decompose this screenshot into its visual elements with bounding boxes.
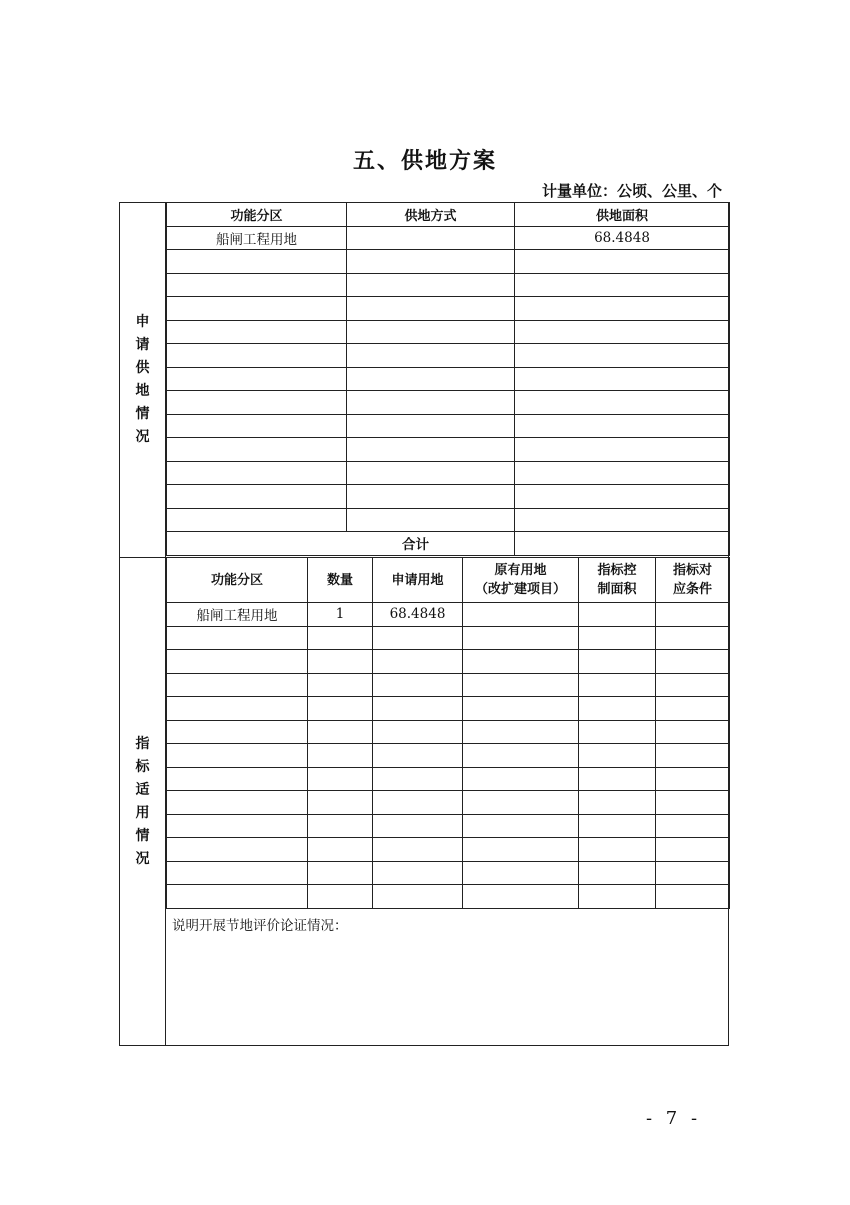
table-row	[167, 414, 730, 438]
table-header-row	[167, 203, 730, 227]
side-label-char: 申	[135, 314, 150, 330]
header-line: 原有用地	[494, 563, 547, 578]
evaluation-note-field[interactable]	[166, 910, 729, 1045]
page-title: 五、供地方案	[352, 149, 497, 174]
header-supply-area: 供地面积	[515, 203, 730, 227]
table-cell[interactable]	[515, 367, 730, 391]
table-cell[interactable]	[515, 485, 730, 509]
table-cell[interactable]	[656, 767, 730, 791]
table-cell[interactable]	[347, 273, 515, 297]
side-label-char: 请	[135, 337, 150, 353]
table-row	[167, 744, 730, 768]
table-row	[167, 344, 730, 368]
table-cell[interactable]	[463, 767, 579, 791]
table-cell[interactable]	[463, 697, 579, 721]
header-line: 数量	[326, 572, 353, 588]
table-cell[interactable]	[579, 744, 656, 768]
table-cell[interactable]: 68.4848	[373, 603, 463, 627]
table-cell[interactable]	[579, 626, 656, 650]
table-cell[interactable]	[347, 485, 515, 509]
table-cell[interactable]	[515, 508, 730, 532]
table-cell[interactable]	[347, 226, 515, 250]
header-line: 指标控	[597, 563, 637, 578]
table-cell[interactable]	[373, 650, 463, 674]
table-cell[interactable]	[308, 626, 373, 650]
side-label-char: 情	[135, 827, 150, 844]
table-cell[interactable]	[373, 697, 463, 721]
table-cell[interactable]	[579, 650, 656, 674]
table-cell[interactable]	[167, 673, 308, 697]
table-cell[interactable]	[579, 814, 656, 838]
table-row	[167, 273, 730, 297]
total-row	[167, 532, 730, 556]
side-label-char: 情	[135, 406, 150, 422]
table-cell[interactable]	[308, 720, 373, 744]
table-cell[interactable]	[167, 344, 347, 368]
table-cell[interactable]	[347, 297, 515, 321]
header-existing-land	[463, 558, 579, 603]
table-row	[167, 438, 730, 462]
table-cell[interactable]: 船闸工程用地	[167, 226, 347, 250]
table-cell[interactable]: 1	[308, 603, 373, 627]
table-cell[interactable]	[463, 861, 579, 885]
table-cell[interactable]	[373, 720, 463, 744]
table-row	[167, 885, 730, 909]
table-row	[167, 697, 730, 721]
header-line: （改扩建项目）	[474, 582, 566, 597]
supply-table	[166, 202, 730, 556]
table-cell[interactable]	[308, 673, 373, 697]
total-value[interactable]	[515, 532, 730, 556]
table-cell[interactable]	[308, 838, 373, 862]
header-functional-zone	[167, 558, 308, 603]
table-cell[interactable]	[463, 720, 579, 744]
side-label-char: 况	[135, 429, 150, 445]
table-cell[interactable]	[167, 273, 347, 297]
table-row	[167, 250, 730, 274]
table-cell[interactable]	[167, 320, 347, 344]
table-cell[interactable]	[167, 250, 347, 274]
table-cell[interactable]	[167, 626, 308, 650]
table-cell[interactable]	[515, 250, 730, 274]
table-cell[interactable]	[579, 673, 656, 697]
table-cell[interactable]	[373, 838, 463, 862]
table-cell[interactable]	[167, 697, 308, 721]
table-cell[interactable]	[463, 744, 579, 768]
table-cell[interactable]	[308, 861, 373, 885]
header-requested-land	[373, 558, 463, 603]
header-supply-method: 供地方式	[347, 203, 515, 227]
table-cell[interactable]	[579, 720, 656, 744]
table-cell[interactable]	[308, 814, 373, 838]
table-cell[interactable]	[656, 626, 730, 650]
table-cell[interactable]	[167, 297, 347, 321]
table-cell[interactable]	[167, 650, 308, 674]
header-line: 制面积	[597, 582, 637, 597]
table-cell[interactable]	[347, 414, 515, 438]
table-header-row	[167, 558, 730, 603]
side-label-char: 指	[135, 735, 150, 752]
section-label-supply	[120, 203, 166, 558]
table-cell[interactable]	[656, 885, 730, 909]
table-cell[interactable]	[515, 273, 730, 297]
table-row	[167, 814, 730, 838]
side-label-char: 供	[135, 360, 150, 376]
side-label-char: 用	[135, 804, 150, 821]
table-cell[interactable]	[167, 508, 347, 532]
table-row	[167, 226, 730, 250]
section-label-indicator	[120, 558, 166, 1045]
table-cell[interactable]	[515, 344, 730, 368]
table-cell[interactable]	[656, 838, 730, 862]
table-cell[interactable]	[167, 461, 347, 485]
note-label: 说明开展节地评价论证情况：	[172, 918, 348, 934]
table-cell[interactable]	[373, 814, 463, 838]
table-cell[interactable]	[167, 720, 308, 744]
table-cell[interactable]	[373, 861, 463, 885]
header-line: 申请用地	[391, 572, 444, 588]
table-cell[interactable]	[515, 391, 730, 415]
table-cell[interactable]	[167, 885, 308, 909]
table-row	[167, 626, 730, 650]
table-cell[interactable]	[656, 861, 730, 885]
table-cell[interactable]	[347, 367, 515, 391]
table-cell[interactable]	[515, 461, 730, 485]
table-row	[167, 791, 730, 815]
side-label-char: 标	[135, 758, 150, 775]
table-row	[167, 720, 730, 744]
table-row	[167, 603, 730, 627]
table-row	[167, 485, 730, 509]
table-cell[interactable]	[167, 791, 308, 815]
table-cell[interactable]	[463, 603, 579, 627]
total-label: 合计	[167, 532, 515, 556]
table-row	[167, 767, 730, 791]
table-cell[interactable]	[579, 838, 656, 862]
header-functional-zone: 功能分区	[167, 203, 347, 227]
table-cell[interactable]	[347, 320, 515, 344]
table-cell[interactable]	[656, 720, 730, 744]
table-cell[interactable]	[579, 603, 656, 627]
table-cell[interactable]	[515, 438, 730, 462]
header-indicator-condition	[656, 558, 730, 603]
table-cell[interactable]	[656, 791, 730, 815]
header-line: 应条件	[672, 582, 712, 597]
table-cell[interactable]: 船闸工程用地	[167, 603, 308, 627]
measurement-unit: 计量单位：公顷、公里、个	[541, 182, 722, 200]
table-cell[interactable]	[167, 767, 308, 791]
table-cell[interactable]	[167, 414, 347, 438]
table-cell[interactable]	[463, 626, 579, 650]
table-cell[interactable]	[579, 791, 656, 815]
table-row	[167, 297, 730, 321]
table-cell[interactable]	[347, 438, 515, 462]
table-cell[interactable]	[463, 838, 579, 862]
land-supply-form	[119, 202, 729, 1046]
table-cell[interactable]	[167, 744, 308, 768]
table-cell[interactable]	[167, 838, 308, 862]
table-cell[interactable]	[167, 391, 347, 415]
table-cell[interactable]	[579, 767, 656, 791]
table-cell[interactable]	[656, 673, 730, 697]
table-cell[interactable]	[463, 885, 579, 909]
table-cell[interactable]	[579, 885, 656, 909]
table-cell[interactable]	[347, 344, 515, 368]
table-cell[interactable]	[347, 391, 515, 415]
table-cell[interactable]	[463, 814, 579, 838]
table-cell[interactable]	[373, 791, 463, 815]
table-row	[167, 367, 730, 391]
table-row	[167, 650, 730, 674]
table-cell[interactable]	[167, 485, 347, 509]
page-number: - 7 -	[646, 1108, 702, 1129]
table-cell[interactable]	[656, 603, 730, 627]
table-cell[interactable]	[656, 814, 730, 838]
table-cell[interactable]	[308, 885, 373, 909]
table-cell[interactable]	[347, 250, 515, 274]
table-cell[interactable]	[308, 650, 373, 674]
table-row	[167, 673, 730, 697]
indicator-table	[166, 557, 730, 909]
table-cell[interactable]	[373, 767, 463, 791]
table-cell[interactable]	[463, 791, 579, 815]
table-cell[interactable]	[656, 697, 730, 721]
table-cell[interactable]	[373, 885, 463, 909]
table-row	[167, 861, 730, 885]
table-cell[interactable]	[579, 861, 656, 885]
table-cell[interactable]	[167, 814, 308, 838]
header-line: 功能分区	[210, 572, 263, 588]
table-cell[interactable]	[515, 297, 730, 321]
table-cell[interactable]	[515, 414, 730, 438]
table-cell[interactable]	[463, 650, 579, 674]
table-row	[167, 461, 730, 485]
table-cell[interactable]	[167, 861, 308, 885]
side-label-char: 适	[135, 781, 150, 798]
table-cell[interactable]	[515, 320, 730, 344]
side-label-char: 况	[135, 850, 150, 867]
table-cell[interactable]: 68.4848	[515, 226, 730, 250]
table-cell[interactable]	[308, 744, 373, 768]
table-cell[interactable]	[167, 367, 347, 391]
side-label-char: 地	[135, 383, 150, 399]
table-cell[interactable]	[308, 791, 373, 815]
table-row	[167, 391, 730, 415]
table-cell[interactable]	[373, 626, 463, 650]
table-row	[167, 838, 730, 862]
header-line: 指标对	[672, 563, 712, 578]
header-quantity	[308, 558, 373, 603]
table-cell[interactable]	[373, 744, 463, 768]
table-cell[interactable]	[308, 697, 373, 721]
table-row	[167, 508, 730, 532]
table-cell[interactable]	[347, 508, 515, 532]
table-cell[interactable]	[656, 650, 730, 674]
table-cell[interactable]	[656, 744, 730, 768]
table-cell[interactable]	[463, 673, 579, 697]
table-cell[interactable]	[167, 438, 347, 462]
header-indicator-area	[579, 558, 656, 603]
table-cell[interactable]	[579, 697, 656, 721]
table-row	[167, 320, 730, 344]
table-cell[interactable]	[347, 461, 515, 485]
table-cell[interactable]	[308, 767, 373, 791]
table-cell[interactable]	[373, 673, 463, 697]
